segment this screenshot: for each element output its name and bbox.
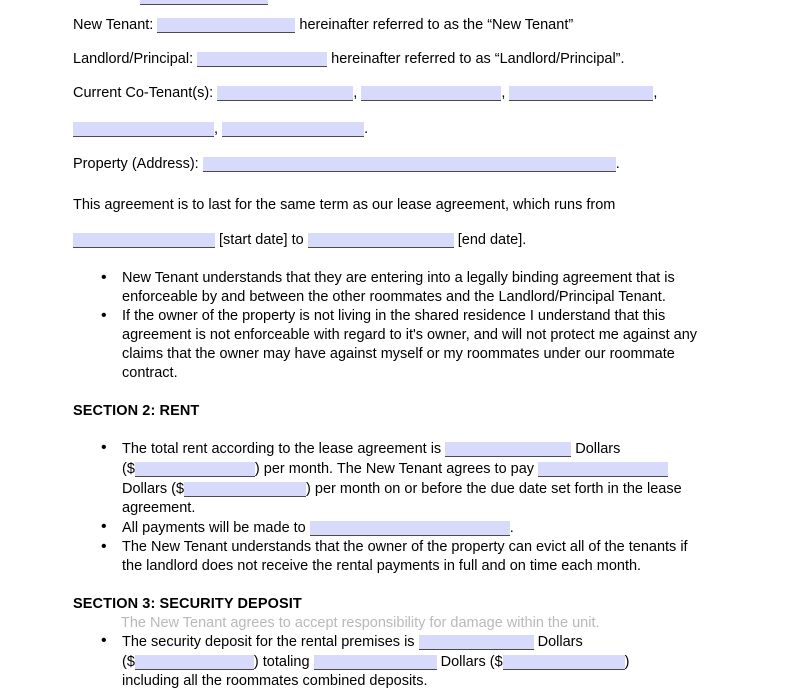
deposit-dollars-word-1: Dollars [537,634,583,650]
bullet-owner-not-living [73,307,773,383]
rent-part1: The total rent according to the lease agreement is [122,441,442,457]
deposit-dollars-word-2: Dollars ($ [440,654,503,670]
total-rent-amount-field[interactable] [135,462,255,477]
deposit-amount-field[interactable] [135,655,254,670]
new-tenant-suffix: hereinafter referred to as the “New Tenant” [299,17,574,33]
property-address-field[interactable] [203,157,616,172]
evict-line-1: The New Tenant understands that the owner of the property can evict all of the tenants if [122,539,688,555]
payments-payee-field[interactable] [310,521,510,536]
bullet-line: If the owner of the property is not living in the shared residence I understand that this [122,308,666,324]
section2-heading: SECTION 2: RENT [73,403,200,419]
property-label: Property (Address): [73,156,199,172]
co-tenant-field-2[interactable] [361,86,501,101]
new-tenant-line [73,15,773,35]
co-tenant-field-3[interactable] [509,86,653,101]
co-tenant-field-5[interactable] [222,122,364,137]
bullet-evict [73,538,773,576]
rent-paren-close-per-month: ) per month. The New Tenant agrees to pay [254,461,535,477]
deposit-total-amount-field[interactable] [503,655,625,670]
landlord-suffix: hereinafter referred to as “Landlord/Principal”. [331,51,625,67]
to-word: to [291,232,304,248]
co-tenants-period: . [364,121,369,137]
term-period: . [522,232,527,248]
bullet-all-payments [73,518,773,538]
property-period: . [615,156,620,172]
term-dates-line [73,230,773,250]
section2-bullet-list [73,439,773,576]
co-tenant-field-4[interactable] [73,122,214,137]
co-tenants-line-2 [73,119,773,139]
rent-paren-close-due: ) per month on or before the due date set forth in the lease [306,481,682,497]
rent-dollars-word-1: Dollars [575,441,621,457]
new-tenant-label: New Tenant: [73,17,154,33]
new-tenant-rent-words-field[interactable] [538,462,668,477]
bullet-line: claims that the owner may have against myself or my roommates under our roommate [122,346,675,362]
start-date-marker: [start date] [219,232,288,248]
payments-text: All payments will be made to [122,520,306,536]
deposit-words-field[interactable] [419,635,534,650]
bullet-total-rent [73,439,773,518]
rent-paren-dollar-open: ($ [122,461,135,477]
co-tenant-comma-2: , [501,85,506,101]
landlord-field[interactable] [197,52,327,67]
bullet-binding-agreement [73,269,773,307]
co-tenant-field-1[interactable] [217,86,353,101]
document-body [73,0,773,691]
co-tenant-comma-3: , [653,85,658,101]
bullet-line: enforceable by and between the other roommates and the Landlord/Principal Tenant. [122,289,666,305]
section1-bullet-list [73,269,773,383]
term-intro: This agreement is to last for the same term as our lease agreement, which runs from [73,197,616,213]
new-tenant-field[interactable] [157,18,295,33]
clipped-text-bottom: The New Tenant agrees to accept responsibility for damage within the unit. [121,615,600,631]
landlord-label: Landlord/Principal: [73,51,194,67]
end-date-marker: [end date] [457,232,523,248]
deposit-total-words-field[interactable] [314,655,437,670]
co-tenants-line-1 [73,83,773,103]
bullet-line: New Tenant understands that they are entering into a legally binding agreement that is [122,270,675,286]
end-date-field[interactable] [308,233,454,248]
section3-heading: SECTION 3: SECURITY DEPOSIT [73,596,302,612]
payments-period: . [509,520,514,536]
co-tenants-label: Current Co-Tenant(s): [73,85,214,101]
bullet-security-deposit [73,632,773,691]
landlord-line [73,49,773,69]
bullet-line: contract. [122,365,178,381]
property-address-line [73,154,773,174]
evict-line-2: the landlord does not receive the rental payments in full and on time each month. [122,558,642,574]
rent-dollars-word-2: Dollars ($ [122,481,185,497]
bullet-line: agreement is not enforceable with regard to it's owner, and will not protect me against any [122,327,698,343]
deposit-paren-dollar-open: ($ [122,654,135,670]
deposit-part1: The security deposit for the rental premises is [122,634,415,650]
section3-bullet-list [73,632,773,691]
deposit-last-line: including all the roommates combined deposits. [122,673,428,689]
co-tenant-comma-4: , [214,121,219,137]
deposit-totaling: ) totaling [253,654,310,670]
rent-last-word: agreement. [122,500,196,516]
new-tenant-rent-amount-field[interactable] [184,482,306,497]
deposit-paren-close: ) [624,654,630,670]
start-date-field[interactable] [73,233,215,248]
total-rent-words-field[interactable] [445,442,571,457]
co-tenant-comma-1: , [353,85,358,101]
